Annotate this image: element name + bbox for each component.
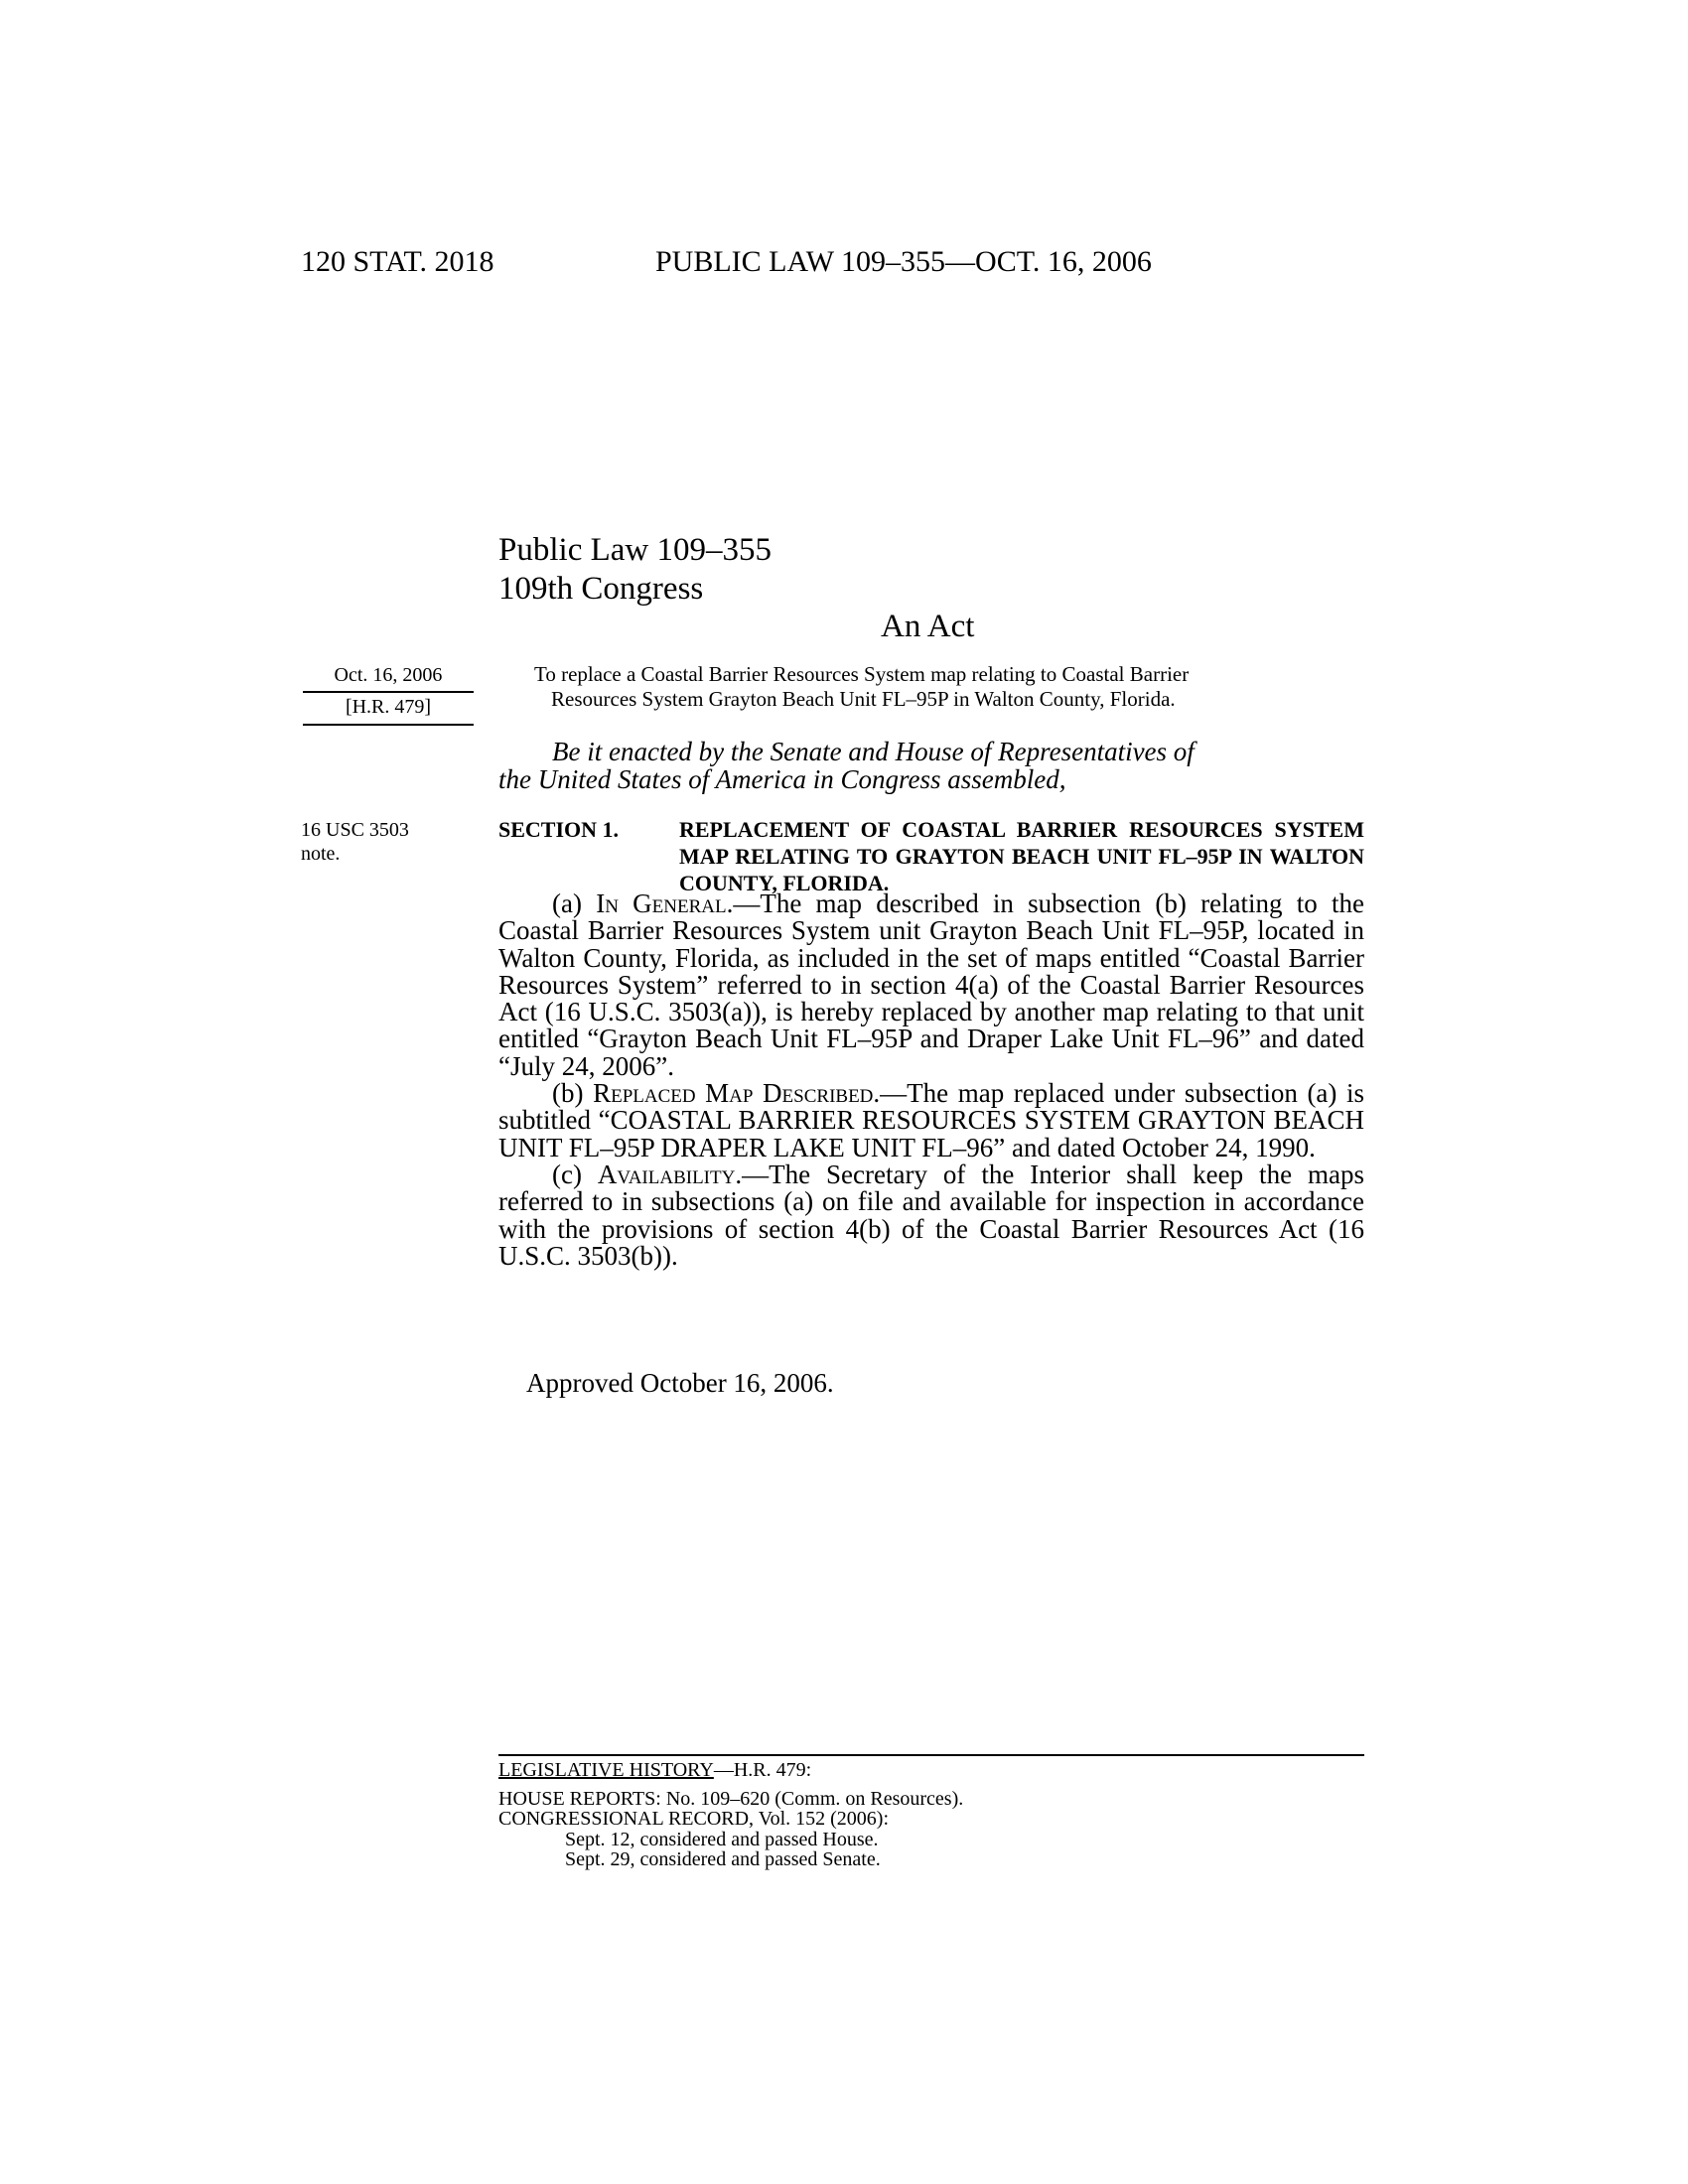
subsection-b (498, 1080, 1364, 1161)
legislative-history (498, 1760, 1364, 1870)
subsection-text: .—The map replaced under subsection (a) is subtitled “COASTAL BARRIER RESOURCES SYSTEM GRAYTON BEACH UNIT FL–95P DRAPER LAKE UNIT FL–96” and dated October 24, 1990. (498, 1078, 1365, 1162)
legislative-action: Sept. 12, considered and passed House. (565, 1828, 879, 1850)
congressional-record: CONGRESSIONAL RECORD, Vol. 152 (2006): (498, 1808, 889, 1830)
an-act-heading: An Act (881, 609, 975, 644)
subsection-text: .—The Secretary of the Interior shall keep the maps referred to in subsections (a) on file and available for inspection in accordance with the provisions of section 4(b) of the Coastal Barrier Resources Act (16 U.S.C. 3503(b)). (498, 1159, 1364, 1271)
section-label: SECTION 1. (498, 817, 620, 842)
enacting-clause (498, 738, 1364, 793)
long-title (534, 662, 1358, 712)
section-body (498, 890, 1364, 1270)
section-heading (498, 816, 1364, 896)
legislative-history-heading: LEGISLATIVE HISTORY (498, 1759, 714, 1781)
margin-citation-line: note. (301, 843, 341, 865)
long-title-line: Resources System Grayton Beach Unit FL–95P in Walton County, Florida. (551, 687, 1176, 711)
margin-citation (301, 818, 409, 866)
legislative-action: Sept. 29, considered and passed Senate. (565, 1848, 881, 1870)
long-title-line: To replace a Coastal Barrier Resources System map relating to Coastal Barrier (534, 662, 1190, 686)
subsection-caption: Replaced Map Described (593, 1078, 874, 1109)
legislative-history-bill: —H.R. 479: (713, 1759, 812, 1781)
subsection-c (498, 1161, 1364, 1270)
subsection-caption: Availability (597, 1159, 736, 1189)
margin-divider (303, 724, 474, 726)
subsection-text: .—The map described in subsection (b) relating to the Coastal Barrier Resources System unit Grayton Beach Unit FL–95P, located in Walton County, Florida, as included in the set of maps entitled “Coastal Barrier Resources System” referred to in section 4(a) of the Coastal Barrier Resources Act (16 U.S.C. 3503(a)), is hereby replaced by another map relating to that unit entitled “Grayton Beach Unit FL–95P and Draper Lake Unit FL–96” and dated “July 24, 2006”. (498, 888, 1364, 1081)
subsection-designator: (b) (552, 1078, 594, 1109)
congress-label: 109th Congress (498, 571, 704, 607)
law-title: Public Law 109–355 (498, 532, 772, 568)
margin-divider (303, 691, 474, 693)
margin-bill-number: [H.R. 479] (345, 696, 432, 718)
section-title: REPLACEMENT OF COASTAL BARRIER RESOURCES SYSTEM MAP RELATING TO GRAYTON BEACH UNIT FL–95P IN WALTON COUNTY, FLORIDA. (679, 817, 1364, 895)
house-reports: HOUSE REPORTS: No. 109–620 (Comm. on Resources). (498, 1787, 964, 1810)
running-title: PUBLIC LAW 109–355—OCT. 16, 2006 (655, 245, 1152, 278)
subsection-designator: (a) (552, 888, 597, 918)
margin-date: Oct. 16, 2006 (334, 664, 443, 686)
approval-date: Approved October 16, 2006. (526, 1368, 834, 1398)
margin-citation-line: 16 USC 3503 (301, 819, 409, 841)
legislative-history-title (498, 1760, 1364, 1781)
subsection-a (498, 890, 1364, 1080)
enacting-clause-line: the United States of America in Congress assembled, (498, 764, 1066, 794)
legislative-history-divider (498, 1754, 1364, 1756)
subsection-caption: In General (596, 888, 727, 918)
subsection-designator: (c) (552, 1159, 598, 1189)
enacting-clause-line: Be it enacted by the Senate and House of Representatives of (552, 737, 1195, 766)
page-number: 120 STAT. 2018 (301, 245, 494, 278)
